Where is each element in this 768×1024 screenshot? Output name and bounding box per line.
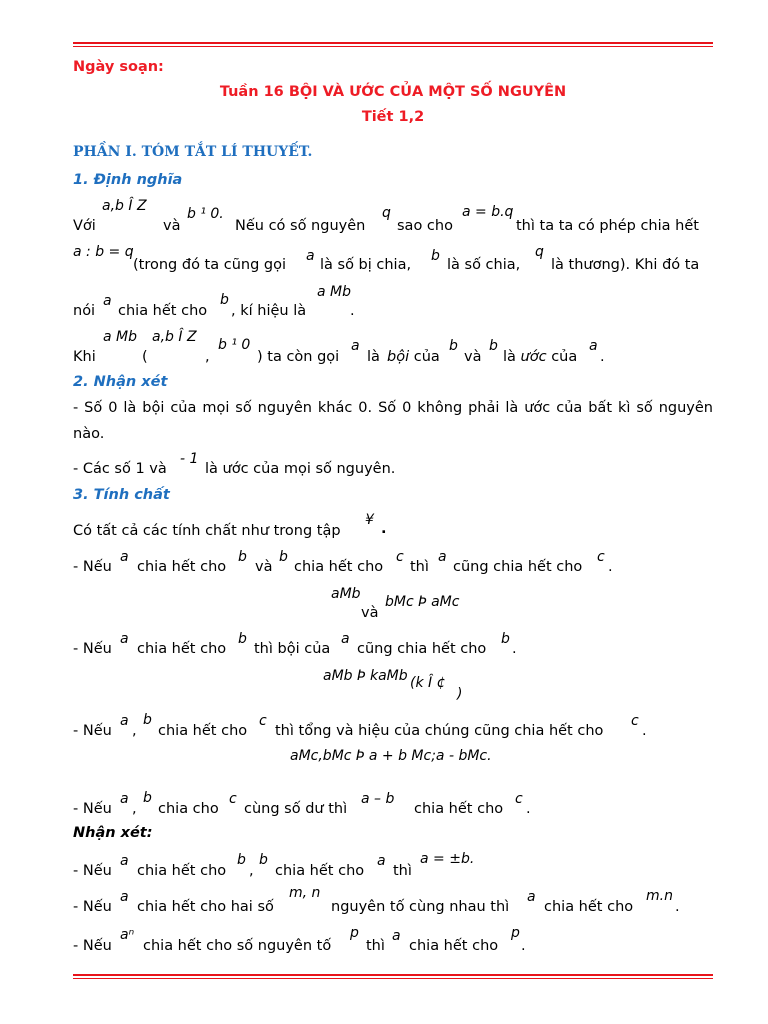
text-so-chia: là số chia, xyxy=(447,257,521,273)
p2-a: a xyxy=(120,631,129,647)
p3-dot: . xyxy=(642,723,647,739)
formula2-close: ) xyxy=(457,686,463,702)
math-ab-in-z2: a,b Î Z xyxy=(152,329,197,345)
n2-dot: . xyxy=(675,899,680,915)
p4-c2: c xyxy=(515,791,523,807)
remark-heading: Nhận xét: xyxy=(73,825,153,841)
p1-chiahet: chia hết cho xyxy=(137,559,227,575)
date-label: Ngày soạn: xyxy=(73,59,164,75)
section-definition: 1. Định nghĩa xyxy=(73,172,183,188)
n1-a: a xyxy=(120,853,129,869)
text-ki-hieu: , kí hiệu là xyxy=(231,303,307,319)
formula1-va: và xyxy=(361,605,379,621)
p4-cungsodu: cùng số dư thì xyxy=(244,801,348,817)
text-boi: bội của xyxy=(387,349,440,365)
p1-b2: b xyxy=(279,549,288,565)
p1-b: b xyxy=(238,549,247,565)
math-b-ne-0: b ¹ 0. xyxy=(187,206,224,222)
p4-dot: . xyxy=(526,801,531,817)
p4-chiacho: chia cho xyxy=(158,801,219,817)
text-va: và xyxy=(163,218,181,234)
n2-nguyento: nguyên tố cùng nhau thì xyxy=(331,899,510,915)
p3-b: b xyxy=(143,712,152,728)
p1-c2: c xyxy=(597,549,605,565)
n3-thi: thì xyxy=(366,938,385,954)
math-ab-in-z: a,b Î Z xyxy=(102,198,147,214)
text-chia-het-cho: chia hết cho xyxy=(118,303,208,319)
math-a: a xyxy=(306,248,315,264)
p2-boicua: thì bội của xyxy=(254,641,331,657)
formula1-b: bMc Þ aMc xyxy=(385,594,460,610)
p1-dot: . xyxy=(608,559,613,575)
remark-ones-pre: - Các số 1 và xyxy=(73,461,167,477)
text-dot2: . xyxy=(600,349,605,365)
p1-chiahet2: chia hết cho xyxy=(294,559,384,575)
p2-cung: cũng chia hết cho xyxy=(357,641,487,657)
remark-zero: - Số 0 là bội của mọi số nguyên khác 0. Số 0 không phải là ước của bất kì số nguyên nào. xyxy=(73,400,713,442)
p3-a: a xyxy=(120,713,129,729)
p2-b2: b xyxy=(501,631,510,647)
p3-chiahet: chia hết cho xyxy=(158,723,248,739)
math-b2: b xyxy=(220,292,229,308)
text-noi: nói xyxy=(73,303,96,319)
props-intro: Có tất cả các tính chất như trong tập xyxy=(73,523,341,539)
n2-mn: m, n xyxy=(289,885,321,901)
p4-c: c xyxy=(229,791,237,807)
text-so-bi-chia: là số bị chia, xyxy=(320,257,412,273)
math-b: b xyxy=(431,248,440,264)
p1-neu: - Nếu xyxy=(73,559,112,575)
n1-a-pm-b: a = ±b. xyxy=(420,851,475,867)
n3-chiahet2: chia hết cho xyxy=(409,938,499,954)
p4-neu: - Nếu xyxy=(73,801,112,817)
n2-a2: a xyxy=(527,889,536,905)
text-trong-do: (trong đó ta cũng gọi xyxy=(133,257,286,273)
n1-thi: thì xyxy=(393,863,412,879)
math-b4: b xyxy=(489,338,498,354)
bottom-rule xyxy=(73,974,713,979)
n1-b: b xyxy=(237,852,246,868)
page-title: Tuần 16 BỘI VÀ ƯỚC CỦA MỘT SỐ NGUYÊN xyxy=(219,84,567,100)
n1-a2: a xyxy=(377,853,386,869)
formula3: aMc,bMc Þ a + b Mc;a - bMc. xyxy=(290,748,492,764)
n1-chiahet: chia hết cho xyxy=(137,863,227,879)
n3-dot: . xyxy=(521,938,526,954)
p3-tong: thì tổng và hiệu của chúng cũng chia hết cho xyxy=(275,723,604,739)
text-la-uoc: là ước của xyxy=(503,349,578,365)
p4-chiahet: chia hết cho xyxy=(414,801,504,817)
formula1-a: aMb xyxy=(331,586,361,602)
text-ta-con-goi: ) ta còn gọi xyxy=(257,349,340,365)
top-rule xyxy=(73,42,713,47)
text-khi: Khi xyxy=(73,349,96,365)
p4-a: a xyxy=(120,791,129,807)
p3-c: c xyxy=(259,713,267,729)
formula2: aMb Þ kaMb xyxy=(323,668,408,684)
text-comma: , xyxy=(205,349,210,365)
math-b3: b xyxy=(449,338,458,354)
math-a4: a xyxy=(589,338,598,354)
n2-chiahet: chia hết cho hai số xyxy=(137,899,274,915)
math-a-div-b: a Mb xyxy=(317,284,351,300)
math-a2: a xyxy=(103,293,112,309)
math-b-ne-0b: b ¹ 0 xyxy=(218,337,251,353)
formula2-k: (k Î ¢ xyxy=(410,675,446,691)
text-paren-open: ( xyxy=(142,349,148,365)
math-minus-one: - 1 xyxy=(180,451,199,467)
text-thi-phep-chia: thì ta ta có phép chia hết xyxy=(516,218,699,234)
section-remark: 2. Nhận xét xyxy=(73,374,168,390)
n2-neu: - Nếu xyxy=(73,899,112,915)
n3-neu: - Nếu xyxy=(73,938,112,954)
p2-dot: . xyxy=(512,641,517,657)
p2-a2: a xyxy=(341,631,350,647)
math-q: q xyxy=(382,205,391,221)
p2-neu: - Nếu xyxy=(73,641,112,657)
text-saocho: sao cho xyxy=(397,218,453,234)
n1-chiahet2: chia hết cho xyxy=(275,863,365,879)
p1-a: a xyxy=(120,549,129,565)
math-a-eq-bq: a = b.q xyxy=(462,204,514,220)
p1-a2: a xyxy=(438,549,447,565)
text-la: là xyxy=(367,349,380,365)
text-neu: Nếu có số nguyên xyxy=(235,218,366,234)
p4-comma: , xyxy=(132,801,137,817)
text-va2: và xyxy=(464,349,482,365)
p3-c2: c xyxy=(631,713,639,729)
n1-comma: , xyxy=(249,863,254,879)
n3-p2: p xyxy=(511,925,520,941)
p3-comma: , xyxy=(132,723,137,739)
math-a-div-b2: a Mb xyxy=(103,329,137,345)
p3-neu: - Nếu xyxy=(73,723,112,739)
n1-neu: - Nếu xyxy=(73,863,112,879)
n2-m-dot-n: m.n xyxy=(646,888,673,904)
n3-a-pow-n: aⁿ xyxy=(120,927,135,943)
text-voi: Với xyxy=(73,218,96,234)
n3-a: a xyxy=(392,928,401,944)
math-a-div-b-eq-q: a : b = q xyxy=(73,244,134,260)
p4-b: b xyxy=(143,790,152,806)
n1-b2: b xyxy=(259,852,268,868)
p1-va: và xyxy=(255,559,273,575)
text-dot: . xyxy=(350,303,355,319)
remark-ones-post: là ước của mọi số nguyên. xyxy=(205,461,396,477)
n3-chiahet: chia hết cho số nguyên tố xyxy=(143,938,332,954)
p2-chiahet: chia hết cho xyxy=(137,641,227,657)
n2-a: a xyxy=(120,889,129,905)
math-naturals: ¥ xyxy=(365,512,374,528)
section-properties: 3. Tính chất xyxy=(73,487,170,503)
text-dot-bold: . xyxy=(381,521,387,537)
part-heading: PHẦN I. TÓM TẮT LÍ THUYẾT. xyxy=(73,144,313,160)
n3-p: p xyxy=(350,925,359,941)
p1-c: c xyxy=(396,549,404,565)
text-thuong: là thương). Khi đó ta xyxy=(551,257,700,273)
p4-a-minus-b: a – b xyxy=(361,791,395,807)
math-q2: q xyxy=(535,244,544,260)
math-a3: a xyxy=(351,338,360,354)
p1-thi: thì xyxy=(410,559,429,575)
p2-b: b xyxy=(238,631,247,647)
n2-chiahet2: chia hết cho xyxy=(544,899,634,915)
p1-cung: cũng chia hết cho xyxy=(453,559,583,575)
lesson-subtitle: Tiết 1,2 xyxy=(361,109,425,125)
